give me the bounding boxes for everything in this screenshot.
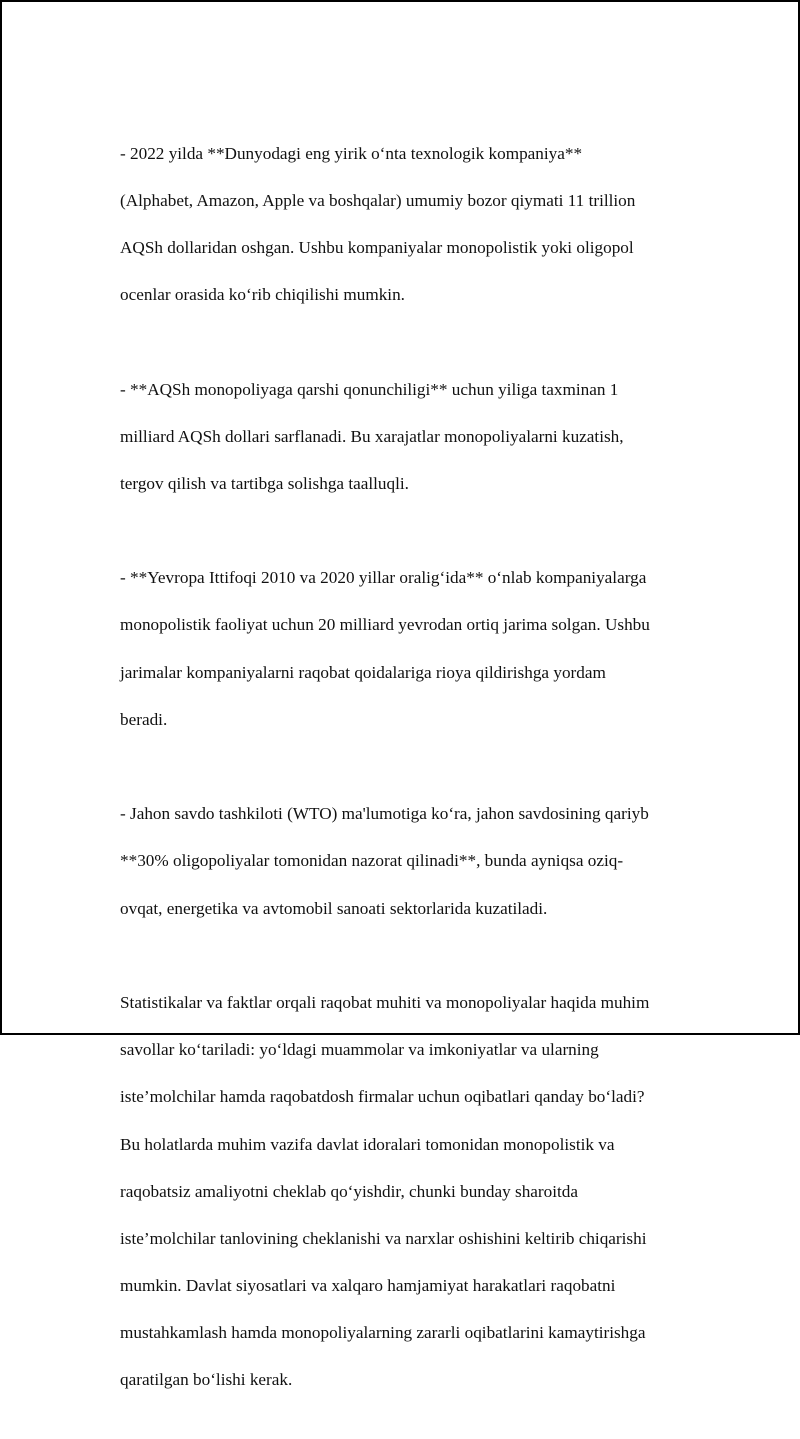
text-line: tergov qilish va tartibga solishga taalluqli. bbox=[120, 473, 409, 493]
paragraph-wto-oligopolies bbox=[120, 779, 700, 944]
text-line: milliard AQSh dollari sarflanadi. Bu xarajatlar monopoliyalarni kuzatish, bbox=[120, 426, 624, 446]
text-line: jarimalar kompaniyalarni raqobat qoidalariga rioya qildirishga yordam bbox=[120, 662, 606, 682]
text-line: monopolistik faoliyat uchun 20 milliard yevrodan ortiq jarima solgan. Ushbu bbox=[120, 615, 650, 635]
text-line: - 2022 yilda **Dunyodagi eng yirik o‘nta texnologik kompaniya** bbox=[120, 143, 583, 163]
text-line: ovqat, energetika va avtomobil sanoati sektorlarida kuzatiladi. bbox=[120, 898, 548, 918]
text-line: ocenlar orasida ko‘rib chiqilishi mumkin. bbox=[120, 285, 405, 305]
text-line: - **Yevropa Ittifoqi 2010 va 2020 yillar oralig‘ida** o‘nlab kompaniyalarga bbox=[120, 568, 647, 588]
text-line: mumkin. Davlat siyosatlari va xalqaro hamjamiyat harakatlari raqobatni bbox=[120, 1276, 616, 1296]
text-line: qaratilgan bo‘lishi kerak. bbox=[120, 1370, 293, 1390]
text-line: (Alphabet, Amazon, Apple va boshqalar) umumiy bozor qiymati 11 trillion bbox=[120, 190, 636, 210]
text-line: Statistikalar va faktlar orqali raqobat muhiti va monopoliyalar haqida muhim bbox=[120, 992, 650, 1012]
text-line: beradi. bbox=[120, 709, 168, 729]
text-line: raqobatsiz amaliyotni cheklab qo‘yishdir, chunki bunday sharoitda bbox=[120, 1181, 579, 1201]
paragraph-us-antitrust bbox=[120, 354, 700, 519]
document-body bbox=[120, 118, 700, 1439]
text-line: iste’molchilar hamda raqobatdosh firmalar uchun oqibatlari qanday bo‘ladi? bbox=[120, 1087, 645, 1107]
text-line: - **AQSh monopoliyaga qarshi qonunchiligi** uchun yiliga taxminan 1 bbox=[120, 379, 619, 399]
text-line: Bu holatlarda muhim vazifa davlat idoralari tomonidan monopolistik va bbox=[120, 1134, 615, 1154]
text-line: - Jahon savdo tashkiloti (WTO) ma'lumotiga ko‘ra, jahon savdosining qariyb bbox=[120, 804, 649, 824]
text-line: iste’molchilar tanlovining cheklanishi va narxlar oshishini keltirib chiqarishi bbox=[120, 1228, 647, 1248]
paragraph-eu-fines bbox=[120, 543, 700, 755]
text-line: savollar ko‘tariladi: yo‘ldagi muammolar va imkoniyatlar va ularning bbox=[120, 1040, 599, 1060]
paragraph-tech-companies bbox=[120, 118, 700, 330]
text-line: **30% oligopoliyalar tomonidan nazorat qilinadi**, bunda ayniqsa oziq- bbox=[120, 851, 624, 871]
text-line: AQSh dollaridan oshgan. Ushbu kompaniyalar monopolistik yoki oligopol bbox=[120, 237, 634, 257]
text-line: mustahkamlash hamda monopoliyalarning zararli oqibatlarini kamaytirishga bbox=[120, 1323, 646, 1343]
